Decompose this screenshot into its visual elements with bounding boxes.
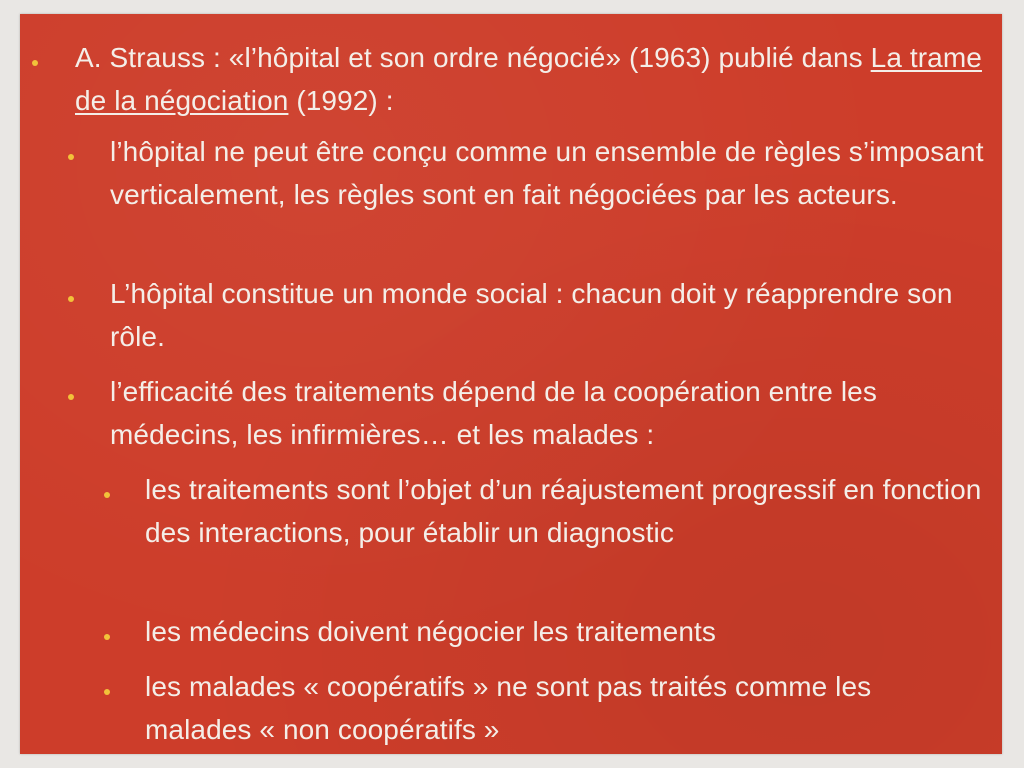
bullet-dot-icon (68, 154, 74, 160)
bullet-text-suffix: (1992) : (288, 85, 394, 116)
bullet-dot-icon (68, 296, 74, 302)
bullet-dot-icon (32, 60, 38, 66)
bullet-treatment-efficacy: l’efficacité des traitements dépend de la coopération entre les médecins, les infirmières… et les malades : (110, 376, 877, 450)
bullet-rules-negotiated: l’hôpital ne peut être conçu comme un ensemble de règles s’imposant verticalement, les règles sont en fait négociées par les acteurs. (110, 136, 984, 210)
bullet-text-prefix: A. Strauss : «l’hôpital et son ordre négocié» (1963) publié dans (75, 42, 871, 73)
bullet-dot-icon (104, 689, 110, 695)
subbullet-treatment-adjustment: les traitements sont l’objet d’un réajustement progressif en fonction des interactions, pour établir un diagnostic (145, 474, 982, 548)
bullet-dot-icon (68, 394, 74, 400)
bullet-social-world: L’hôpital constitue un monde social : chacun doit y réapprendre son rôle. (110, 278, 953, 352)
bullet-dot-icon (104, 634, 110, 640)
book-title-underlined: La trame de la négociation (75, 42, 982, 116)
bullet-dot-icon (104, 492, 110, 498)
bullet-strauss-reference (75, 36, 995, 122)
slide (20, 14, 1002, 754)
subbullet-doctors-negotiate: les médecins doivent négocier les traitements (145, 616, 717, 647)
subbullet-patients-cooperative: les malades « coopératifs » ne sont pas traités comme les malades « non coopératifs » (145, 671, 872, 745)
